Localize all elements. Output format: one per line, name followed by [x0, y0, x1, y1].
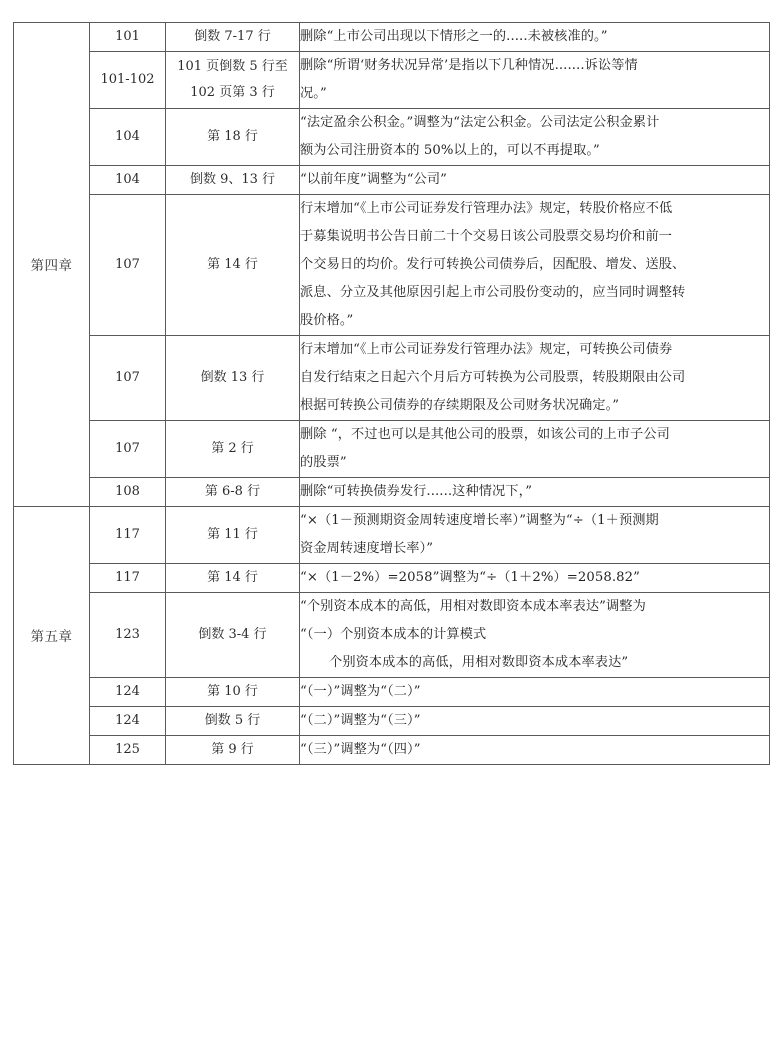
line-cell — [166, 108, 300, 165]
content-cell — [300, 677, 770, 706]
line-cell — [166, 563, 300, 592]
content-line: “（二）”调整为“（三）” — [300, 712, 421, 728]
content-cell — [300, 592, 770, 677]
page-cell: 104 — [90, 108, 166, 165]
page-cell: 123 — [90, 592, 166, 677]
table-row — [14, 735, 770, 764]
content-line: 行末增加“《上市公司证券发行管理办法》规定，转股价格应不低 — [300, 200, 673, 216]
content-cell — [300, 23, 770, 52]
page-cell: 125 — [90, 735, 166, 764]
line-text: 101 页倒数 5 行至 — [177, 58, 288, 74]
line-text: 倒数 3-4 行 — [198, 626, 267, 642]
table-row — [14, 23, 770, 52]
page-cell: 108 — [90, 477, 166, 506]
page-cell: 101 — [90, 23, 166, 52]
page-cell: 117 — [90, 563, 166, 592]
table-row — [14, 677, 770, 706]
page-cell: 104 — [90, 165, 166, 194]
line-cell — [166, 735, 300, 764]
line-text: 倒数 5 行 — [204, 712, 261, 728]
content-line: “（一）个别资本成本的计算模式 — [300, 626, 487, 642]
content-line: 删除“上市公司出现以下情形之一的.....未被核准的。” — [300, 29, 608, 44]
content-cell — [300, 335, 770, 420]
content-line: 个交易日的均价。发行可转换公司债券后，因配股、增发、送股、 — [300, 256, 686, 272]
page-cell: 107 — [90, 194, 166, 335]
content-cell — [300, 506, 770, 563]
content-cell — [300, 194, 770, 335]
line-cell — [166, 51, 300, 108]
content-cell — [300, 706, 770, 735]
line-text: 第 10 行 — [207, 683, 258, 699]
content-line: “×（1－2%）=2058”调整为“÷（1＋2%）=2058.82” — [300, 569, 640, 585]
content-line: 删除“可转换债券发行......这种情况下，” — [300, 483, 533, 499]
page-cell: 101-102 — [90, 51, 166, 108]
content-line: “（三）”调整为“（四）” — [300, 741, 421, 757]
line-text: 第 11 行 — [207, 526, 258, 542]
content-line: 根据可转换公司债券的存续期限及公司财务状况确定。” — [300, 397, 620, 413]
page-cell: 107 — [90, 335, 166, 420]
chapter-cell: 第五章 — [14, 506, 90, 764]
content-cell — [300, 735, 770, 764]
table-row — [14, 420, 770, 477]
line-cell — [166, 23, 300, 52]
content-line: 删除“所谓‘财务状况异常’是指以下几种情况.......诉讼等情 — [300, 57, 638, 73]
page-cell: 107 — [90, 420, 166, 477]
line-text: 第 9 行 — [211, 741, 254, 757]
content-line: “（一）”调整为“（二）” — [300, 683, 421, 699]
content-line: 自发行结束之日起六个月后方可转换为公司股票，转股期限由公司 — [300, 369, 686, 385]
line-text: 倒数 7-17 行 — [194, 28, 271, 44]
content-line: 额为公司注册资本的 50%以上的，可以不再提取。” — [300, 142, 600, 158]
content-line: 删除 “，不过也可以是其他公司的股票，如该公司的上市子公司 — [300, 426, 670, 442]
line-text: 第 2 行 — [211, 440, 254, 456]
line-cell — [166, 506, 300, 563]
content-line: “以前年度”调整为“公司” — [300, 171, 447, 187]
page-cell: 124 — [90, 706, 166, 735]
content-line: 况。” — [300, 85, 327, 101]
line-text: 第 14 行 — [207, 569, 258, 585]
content-line: “×（1－预测期资金周转速度增长率）”调整为“÷（1＋预测期 — [300, 512, 659, 528]
table-row — [14, 477, 770, 506]
table-row — [14, 563, 770, 592]
table-row — [14, 592, 770, 677]
content-line: 行末增加“《上市公司证券发行管理办法》规定，可转换公司债券 — [300, 341, 673, 357]
table-row — [14, 165, 770, 194]
content-line: “个别资本成本的高低，用相对数即资本成本率表达”调整为 — [300, 598, 646, 614]
content-cell — [300, 563, 770, 592]
line-text: 第 14 行 — [207, 256, 258, 272]
page-cell: 124 — [90, 677, 166, 706]
line-text: 102 页第 3 行 — [190, 84, 275, 100]
line-text: 第 18 行 — [207, 128, 258, 144]
chapter-cell: 第四章 — [14, 23, 90, 507]
content-line: 个别资本成本的高低，用相对数即资本成本率表达” — [329, 654, 629, 670]
table-row — [14, 51, 770, 108]
line-cell — [166, 592, 300, 677]
line-cell — [166, 420, 300, 477]
table-row — [14, 335, 770, 420]
content-line: 派息、分立及其他原因引起上市公司股份变动的，应当同时调整转 — [300, 284, 686, 300]
content-line: 的股票” — [300, 454, 347, 470]
line-text: 第 6-8 行 — [204, 483, 261, 499]
content-cell — [300, 51, 770, 108]
line-text: 倒数 9、13 行 — [189, 171, 276, 187]
content-cell — [300, 108, 770, 165]
table-row — [14, 194, 770, 335]
table-row — [14, 706, 770, 735]
line-cell — [166, 335, 300, 420]
content-line: 于募集说明书公告日前二十个交易日该公司股票交易均价和前一 — [300, 228, 673, 244]
line-text: 倒数 13 行 — [200, 369, 265, 385]
content-cell — [300, 420, 770, 477]
line-cell — [166, 165, 300, 194]
table-row — [14, 506, 770, 563]
errata-table-body — [14, 23, 770, 765]
content-line: 股价格。” — [300, 312, 354, 328]
line-cell — [166, 194, 300, 335]
line-cell — [166, 706, 300, 735]
table-row — [14, 108, 770, 165]
line-cell — [166, 677, 300, 706]
content-cell — [300, 477, 770, 506]
content-line: 资金周转速度增长率）” — [300, 540, 434, 556]
errata-table — [13, 22, 770, 765]
line-cell — [166, 477, 300, 506]
content-line: “法定盈余公积金。”调整为“法定公积金。公司法定公积金累计 — [300, 114, 660, 130]
content-cell — [300, 165, 770, 194]
page-cell: 117 — [90, 506, 166, 563]
